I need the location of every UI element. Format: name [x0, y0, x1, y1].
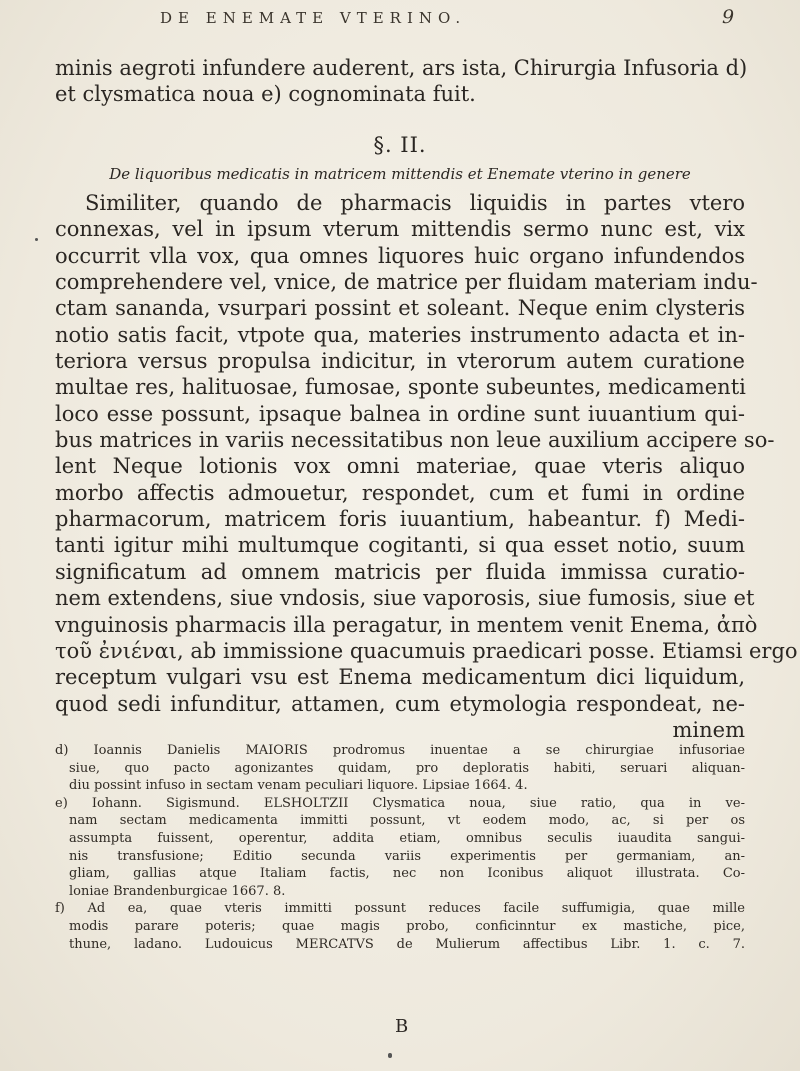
paragraph-2 — [55, 190, 798, 743]
footnote-line: assumpta fuissent, operentur, addita etiam, omnibus seculis iuaudita sangui- — [69, 830, 745, 846]
text-line: et clysmatica noua e) cognominata fuit. — [55, 82, 476, 107]
text-line: bus matrices in variis necessitatibus non leue auxilium accipere so- — [55, 428, 775, 453]
text-line: tanti igitur mihi multumque cogitanti, si qua esset notio, suum — [55, 533, 745, 558]
text-line: lent Neque lotionis vox omni materiae, quae vteris aliquo — [55, 454, 745, 479]
text-line: nem extendens, siue vndosis, siue vaporosis, siue fumosis, siue et — [55, 586, 755, 611]
footnote-line: e) Iohann. Sigismund. ELSHOLTZII Clysmatica noua, siue ratio, qua in ve- — [55, 795, 745, 811]
footnotes — [55, 742, 745, 953]
text-line: Similiter, quando de pharmacis liquidis in partes vtero — [85, 191, 745, 215]
footnote-d — [55, 742, 745, 795]
catchword: minem — [672, 717, 745, 742]
footnote-line: nis transfusione; Editio secunda variis experimentis per germaniam, an- — [69, 848, 745, 864]
footnote-f — [55, 900, 745, 953]
text-line: ctam sananda, vsurpari possint et soleant. Neque enim clysteris — [55, 296, 745, 321]
footnote-line: siue, quo pacto agonizantes quidam, pro deploratis habiti, seruari aliquan- — [69, 760, 745, 776]
page-number: 9 — [722, 6, 735, 28]
text-line: teriora versus propulsa indicitur, in vterorum autem curatione — [55, 349, 745, 374]
signature-mark: B — [395, 1016, 409, 1037]
footnote-line: gliam, gallias atque Italiam factis, nec non Iconibus aliquot illustrata. Co- — [69, 866, 745, 882]
paragraph-1 — [55, 55, 748, 107]
footnote-line: modis parare poteris; quae magis probo, conficinntur ex mastiche, pice, — [69, 918, 745, 934]
text-line: pharmacorum, matricem foris iuuantium, habeantur. f) Medi- — [55, 507, 745, 532]
section-number: §. II. — [373, 133, 427, 157]
text-line: occurrit vlla vox, qua omnes liquores huic organo infundendos — [55, 243, 745, 268]
footnote-line: d) Ioannis Danielis MAIORIS prodromus inuentae a se chirurgiae infusoriae — [55, 743, 745, 758]
text-line: loco esse possunt, ipsaque balnea in ordine sunt iuuantium qui- — [55, 401, 745, 426]
text-line: notio satis facit, vtpote qua, materies instrumento adacta et in- — [55, 322, 745, 347]
section-subtitle: De liquoribus medicatis in matricem mittendis et Enemate vterino in genere — [109, 165, 691, 183]
text-line: morbo affectis admouetur, respondet, cum et fumi in ordine — [55, 480, 745, 505]
text-line: receptum vulgari vsu est Enema medicamentum dici liquidum, — [55, 665, 745, 690]
ink-speck — [388, 1053, 392, 1058]
footnote-e — [55, 795, 745, 901]
running-head: DE ENEMATE VTERINO. — [160, 9, 467, 27]
text-line: quod sedi infunditur, attamen, cum etymologia respondeat, ne- — [55, 691, 745, 716]
text-line: connexas, vel in ipsum vterum mittendis sermo nunc est, vix — [55, 217, 745, 242]
footnote-line: loniae Brandenburgicae 1667. 8. — [69, 883, 286, 899]
footnote-line: diu possint infuso in sectam venam peculiari liquore. Lipsiae 1664. 4. — [69, 778, 528, 794]
ink-speck — [35, 238, 38, 241]
text-line: multae res, halituosae, fumosae, sponte subeuntes, medicamenti — [55, 375, 746, 400]
text-line: minis aegroti infundere auderent, ars ista, Chirurgia Infusoria d) — [55, 56, 748, 80]
text-line: vnguinosis pharmacis illa peragatur, in mentem venit Enema, ἀπὸ — [55, 612, 758, 637]
text-line: τοῦ ἐνιέναι, ab immissione quacumuis praedicari posse. Etiamsi ergo — [55, 638, 798, 663]
footnote-line: f) Ad ea, quae vteris immitti possunt reduces facile suffumigia, quae mille — [55, 901, 745, 917]
text-line: significatum ad omnem matricis per fluida immissa curatio- — [55, 559, 745, 584]
footnote-line: thune, ladano. Ludouicus MERCATVS de Mulierum affectibus Libr. 1. c. 7. — [69, 936, 745, 952]
text-line: comprehendere vel, vnice, de matrice per fluidam materiam indu- — [55, 270, 758, 295]
footnote-line: nam sectam medicamenta immitti possunt, vt eodem modo, ac, si per os — [69, 813, 745, 829]
